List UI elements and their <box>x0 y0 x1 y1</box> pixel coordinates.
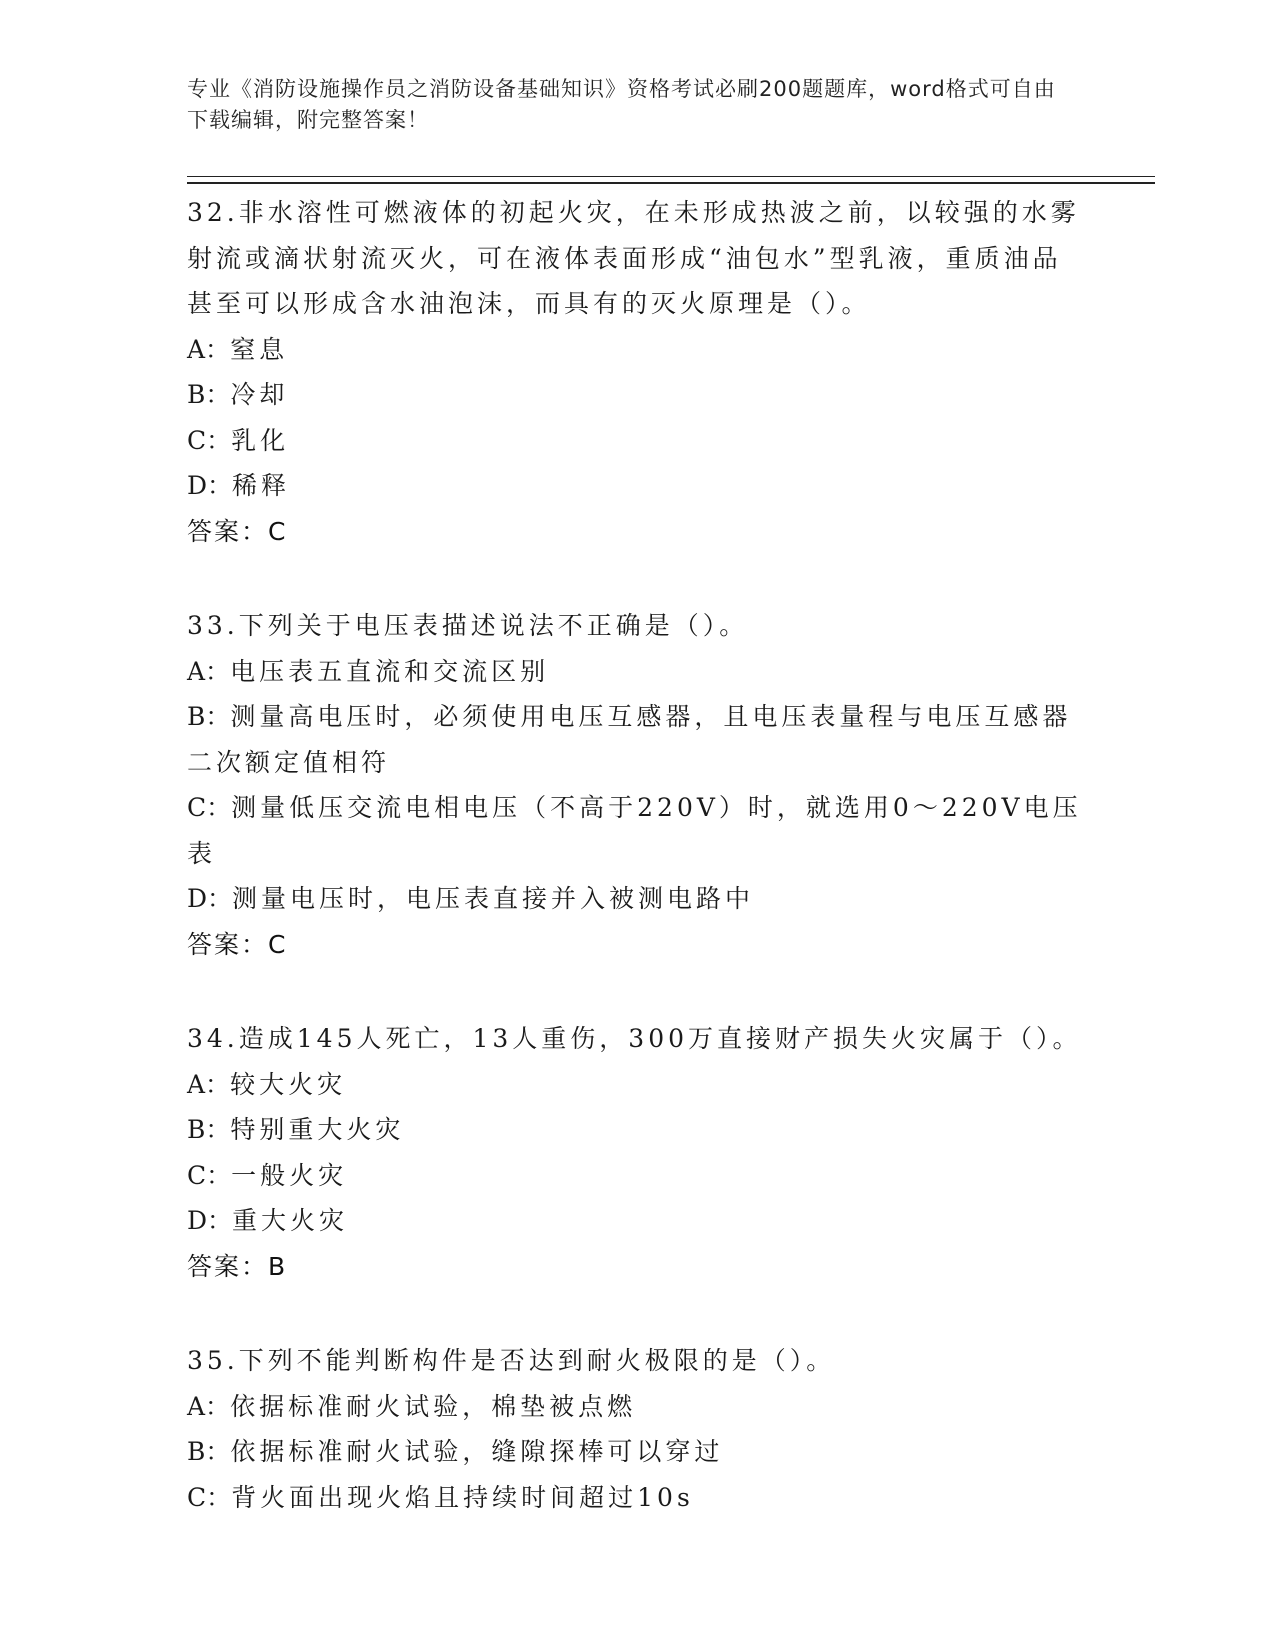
header-divider-thin <box>187 176 1155 177</box>
option-text: 特别重大火灾 <box>230 1115 405 1144</box>
answer-line: 答案：C <box>187 516 288 546</box>
question-stem: 34.造成145人死亡，13人重伤，300万直接财产损失火灾属于（）。 <box>187 1024 1082 1053</box>
option-label: B： <box>187 702 231 731</box>
question-35 <box>187 1338 1087 1520</box>
option-text: 背火面出现火焰且持续时间超过10s <box>231 1482 694 1512</box>
option-label: C： <box>187 425 232 455</box>
option-c <box>187 1475 1087 1521</box>
option-label: B： <box>187 1437 231 1466</box>
option-b <box>187 694 1087 785</box>
option-label: D： <box>187 884 233 913</box>
option-text: 窒息 <box>230 334 289 364</box>
option-text: 重大火灾 <box>232 1206 349 1235</box>
option-label: A： <box>187 1391 231 1421</box>
question-stem: 33.下列关于电压表描述说法不正确是（）。 <box>187 611 749 640</box>
option-label: D： <box>187 1206 233 1235</box>
option-a <box>187 649 1087 695</box>
option-text: 测量高电压时，必须使用电压互感器，且电压表量程与电压互感器二次额定值相符 <box>187 702 1072 777</box>
question-stem: 32.非水溶性可燃液体的初起火灾，在未形成热波之前，以较强的水雾射流或滴状射流灭火，可在液体表面形成“油包水”型乳液，重质油品甚至可以形成含水油泡沫，而具有的灭火原理是（）。 <box>187 198 1080 318</box>
option-c <box>187 418 1087 464</box>
option-label: C： <box>187 793 232 822</box>
question-stem: 35.下列不能判断构件是否达到耐火极限的是（）。 <box>187 1346 836 1375</box>
option-text: 一般火灾 <box>231 1160 348 1190</box>
option-text: 依据标准耐火试验，棉垫被点燃 <box>230 1391 637 1421</box>
option-label: D： <box>187 471 233 500</box>
option-text: 稀释 <box>232 471 291 500</box>
option-label: A： <box>187 1069 231 1099</box>
document-header-title: 专业《消防设施操作员之消防设备基础知识》资格考试必刷200题题库，word格式可自由下载编辑，附完整答案！ <box>187 77 1056 132</box>
answer-line: 答案：B <box>187 1251 288 1281</box>
option-b <box>187 1107 1087 1153</box>
option-text: 乳化 <box>231 425 290 455</box>
option-text: 依据标准耐火试验，缝隙探棒可以穿过 <box>230 1437 724 1466</box>
option-label: B： <box>187 380 231 409</box>
question-34 <box>187 1016 1087 1289</box>
option-d <box>187 876 1087 922</box>
option-c <box>187 785 1087 876</box>
option-text: 测量低压交流电相电压（不高于220V）时，就选用0～220V电压表 <box>187 793 1082 868</box>
option-text: 较大火灾 <box>230 1069 347 1099</box>
option-b <box>187 372 1087 418</box>
question-33 <box>187 603 1087 967</box>
option-a <box>187 327 1087 373</box>
option-label: A： <box>187 656 231 686</box>
option-label: A： <box>187 334 231 364</box>
question-list <box>187 190 1087 1569</box>
question-32 <box>187 190 1087 554</box>
option-c <box>187 1153 1087 1199</box>
header-divider-thick <box>187 182 1155 184</box>
option-text: 冷却 <box>230 380 289 409</box>
option-d <box>187 463 1087 509</box>
option-b <box>187 1429 1087 1475</box>
option-label: C： <box>187 1482 232 1512</box>
option-text: 电压表五直流和交流区别 <box>230 656 550 686</box>
option-a <box>187 1384 1087 1430</box>
answer-line: 答案：C <box>187 929 288 959</box>
option-a <box>187 1062 1087 1108</box>
option-label: B： <box>187 1115 231 1144</box>
option-label: C： <box>187 1160 232 1190</box>
option-text: 测量电压时，电压表直接并入被测电路中 <box>232 884 755 913</box>
option-d <box>187 1198 1087 1244</box>
